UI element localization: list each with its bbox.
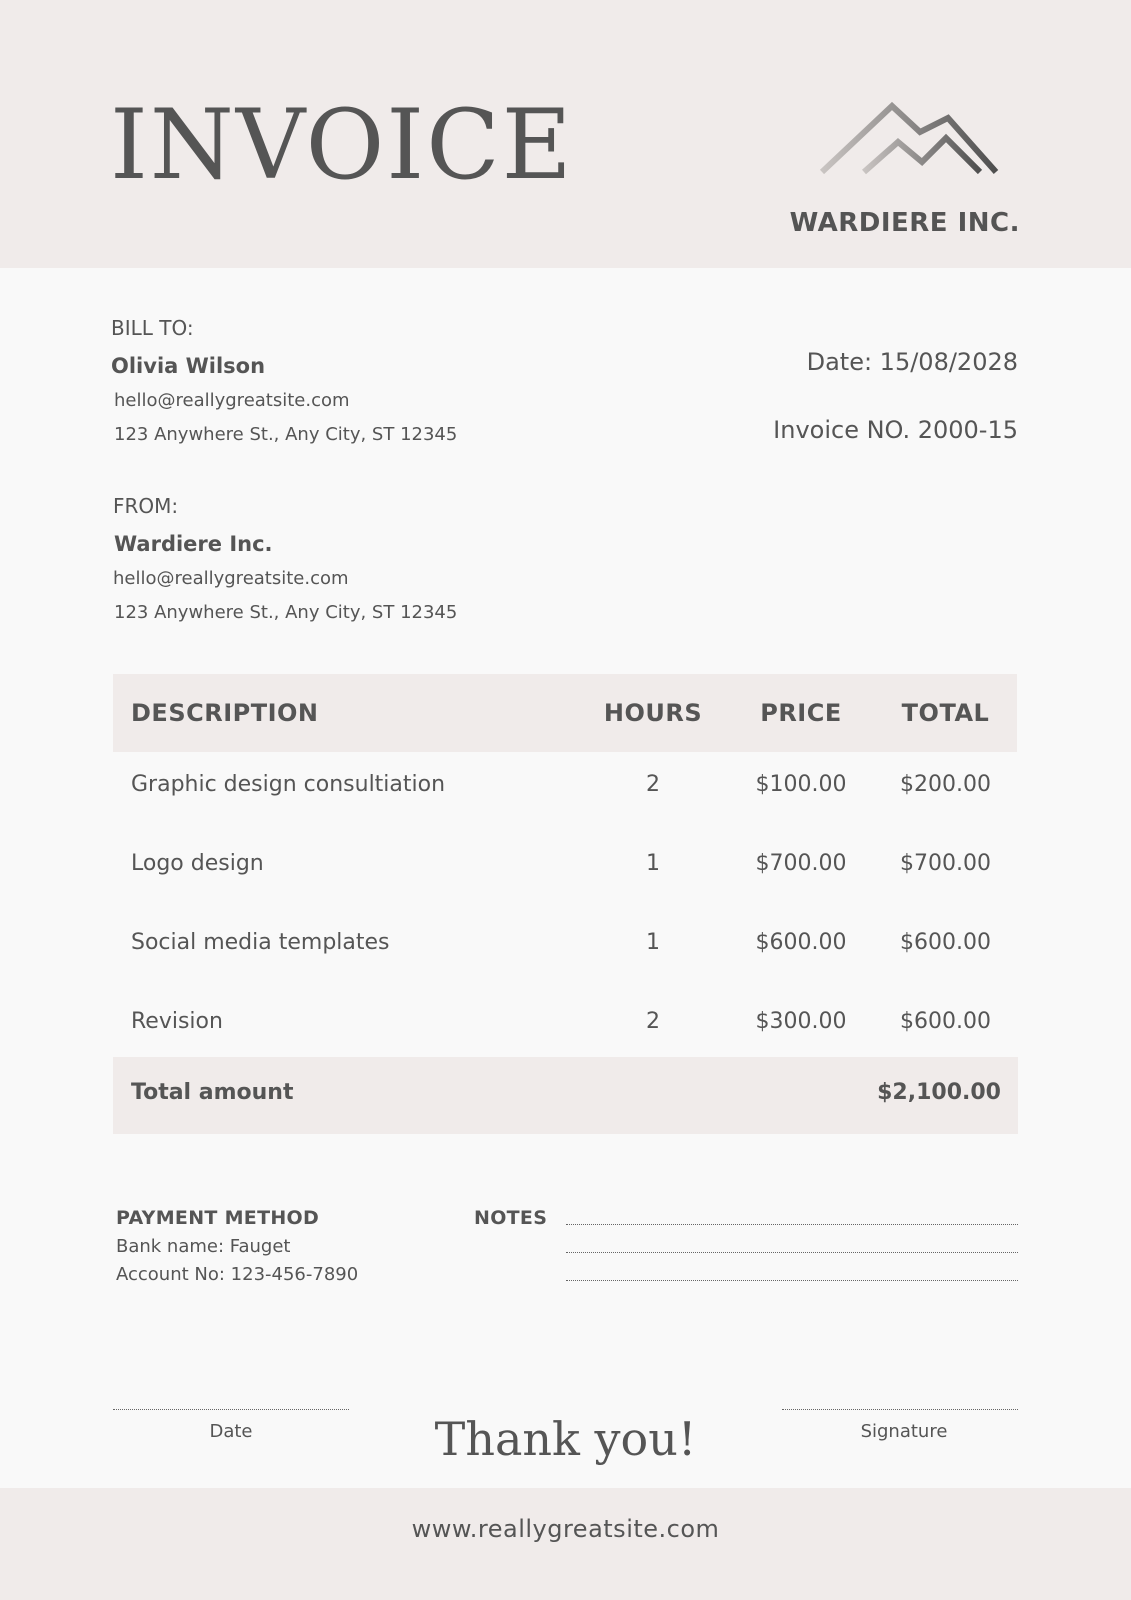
bill-to-name: Olivia Wilson bbox=[111, 354, 266, 378]
mountain-logo-icon bbox=[820, 98, 1000, 183]
row-description: Social media templates bbox=[131, 930, 390, 955]
notes-line bbox=[566, 1224, 1018, 1225]
from-address: 123 Anywhere St., Any City, ST 12345 bbox=[114, 602, 458, 623]
from-name: Wardiere Inc. bbox=[114, 532, 273, 556]
row-price: $300.00 bbox=[755, 1009, 847, 1034]
row-total: $600.00 bbox=[900, 1009, 991, 1034]
footer-band bbox=[0, 1488, 1131, 1600]
header-band bbox=[0, 0, 1131, 268]
total-row bbox=[113, 1057, 1018, 1134]
header-description: DESCRIPTION bbox=[131, 699, 319, 727]
row-description: Logo design bbox=[131, 851, 264, 876]
payment-method-heading: PAYMENT METHOD bbox=[116, 1207, 320, 1229]
table-row bbox=[113, 831, 1017, 910]
invoice-date: Date: 15/08/2028 bbox=[806, 348, 1018, 376]
row-price: $700.00 bbox=[755, 851, 847, 876]
row-description: Graphic design consultiation bbox=[131, 772, 446, 797]
total-label: Total amount bbox=[131, 1080, 294, 1105]
table-row bbox=[113, 910, 1017, 989]
row-total: $700.00 bbox=[900, 851, 991, 876]
from-label: FROM: bbox=[113, 494, 179, 518]
bill-to-email: hello@reallygreatsite.com bbox=[114, 390, 350, 411]
notes-line bbox=[566, 1280, 1018, 1281]
row-price: $100.00 bbox=[755, 772, 847, 797]
row-total: $200.00 bbox=[900, 772, 991, 797]
total-value: $2,100.00 bbox=[877, 1080, 1001, 1105]
row-hours: 2 bbox=[646, 1009, 660, 1034]
from-email: hello@reallygreatsite.com bbox=[113, 568, 349, 589]
date-line bbox=[113, 1409, 349, 1410]
notes-line bbox=[566, 1252, 1018, 1253]
signature-line bbox=[782, 1409, 1018, 1410]
header-hours: HOURS bbox=[603, 699, 703, 727]
notes-heading: NOTES bbox=[474, 1207, 548, 1229]
invoice-title: INVOICE bbox=[110, 89, 574, 201]
row-total: $600.00 bbox=[900, 930, 991, 955]
table-row bbox=[113, 752, 1017, 831]
payment-account: Account No: 123-456-7890 bbox=[116, 1264, 359, 1285]
row-hours: 1 bbox=[646, 851, 660, 876]
row-hours: 2 bbox=[646, 772, 660, 797]
bill-to-label: BILL TO: bbox=[111, 316, 194, 340]
row-price: $600.00 bbox=[755, 930, 847, 955]
row-hours: 1 bbox=[646, 930, 660, 955]
payment-bank: Bank name: Fauget bbox=[116, 1236, 291, 1257]
table-header bbox=[113, 674, 1017, 752]
invoice-number: Invoice NO. 2000-15 bbox=[773, 416, 1018, 444]
signature-label: Signature bbox=[860, 1421, 948, 1442]
header-price: PRICE bbox=[760, 699, 842, 727]
company-name: WARDIERE INC. bbox=[789, 208, 1020, 238]
thank-you-text: Thank you! bbox=[434, 1412, 697, 1466]
bill-to-address: 123 Anywhere St., Any City, ST 12345 bbox=[114, 424, 458, 445]
items-table bbox=[113, 674, 1017, 1068]
footer-website-link[interactable]: www.reallygreatsite.com bbox=[411, 1515, 720, 1543]
row-description: Revision bbox=[131, 1009, 223, 1034]
header-total: TOTAL bbox=[901, 699, 990, 727]
date-label: Date bbox=[209, 1421, 253, 1442]
